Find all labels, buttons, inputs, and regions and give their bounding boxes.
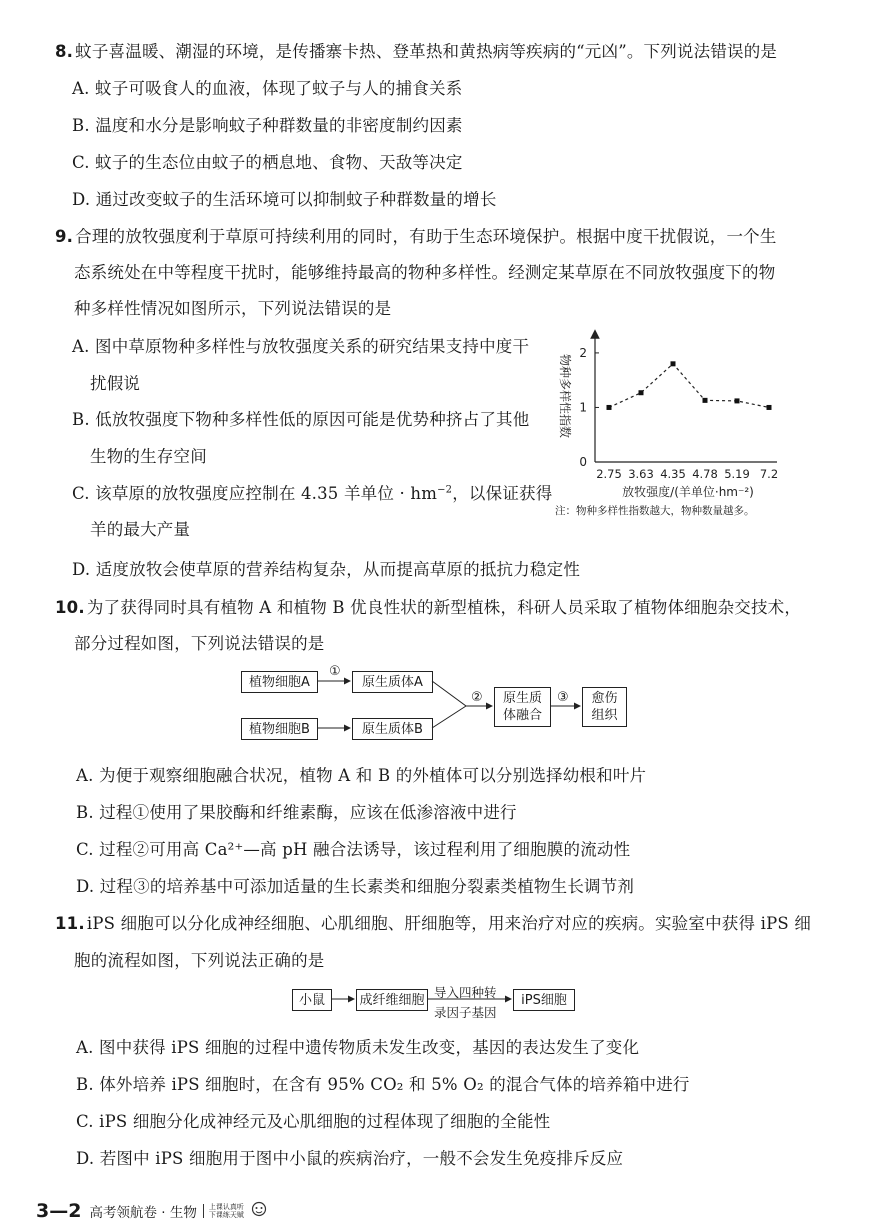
- q9-option-a-cont: 扰假说: [90, 374, 141, 393]
- paper-title: 高考领航卷 · 生物: [89, 1205, 197, 1221]
- series-line: [609, 364, 769, 408]
- x-tick-label-5: 7.2: [759, 467, 779, 481]
- page-footer: [36, 1199, 270, 1223]
- x-axis-label: 放牧强度/(羊单位·hm⁻²): [622, 485, 754, 499]
- y-tick-label-0: 0: [579, 455, 587, 469]
- mouse-box: 小鼠: [292, 989, 332, 1011]
- step-2-label: ②: [471, 690, 483, 705]
- q11-option-a: A. 图中获得 iPS 细胞的过程中遗传物质未发生改变，基因的表达发生了变化: [76, 1038, 640, 1057]
- x-tick-label-3: 4.78: [692, 467, 718, 481]
- q8-option-a: A. 蚊子可吸食人的血液，体现了蚊子与人的捕食关系: [72, 79, 463, 98]
- page-number: 3—2: [36, 1200, 82, 1222]
- q10-option-b: B. 过程①使用了果胶酶和纤维素酶，应该在低渗溶液中进行: [76, 803, 517, 822]
- plant-cell-a-box: 植物细胞A: [241, 671, 318, 693]
- transcription-factor-label-top: 导入四种转: [434, 985, 497, 1000]
- y-ticks: [579, 346, 599, 469]
- protoplast-fusion-box: 原生质 体融合: [494, 687, 551, 727]
- q9-option-a: A. 图中草原物种多样性与放牧强度关系的研究结果支持中度干: [72, 337, 530, 356]
- y-tick-label-2: 2: [579, 345, 587, 360]
- species-diversity-chart: [545, 328, 805, 528]
- protoplast-b-box: 原生质体B: [352, 718, 433, 740]
- q9-option-d: D. 适度放牧会使草原的营养结构复杂，从而提高草原的抵抗力稳定性: [72, 560, 581, 579]
- merge-lines: [432, 681, 466, 728]
- transcription-factor-label-bottom: 录因子基因: [434, 1005, 497, 1020]
- x-tick-label-0: 2.75: [596, 467, 622, 481]
- y-axis-label: 物种多样性指数: [558, 354, 572, 439]
- mascot-icon: [248, 1201, 270, 1221]
- data-point-1: [639, 390, 644, 395]
- data-point-0: [607, 405, 612, 410]
- x-tick-label-2: 4.35: [660, 467, 686, 481]
- data-point-5: [767, 405, 772, 410]
- q9-option-b-cont: 生物的生存空间: [90, 447, 207, 466]
- q10-option-c: C. 过程②可用高 Ca²⁺—高 pH 融合法诱导，该过程利用了细胞膜的流动性: [76, 840, 631, 859]
- q11-stem-line-1: 11. iPS 细胞可以分化成神经细胞、心肌细胞、肝细胞等，用来治疗对应的疾病。实验室中获得 iPS 细: [55, 914, 812, 933]
- x-tick-label-1: 3.63: [628, 467, 654, 481]
- step-1-label: ①: [329, 664, 341, 679]
- ips-cell-box: iPS细胞: [513, 989, 575, 1011]
- q8-option-c: C. 蚊子的生态位由蚊子的栖息地、食物、天敌等决定: [72, 153, 463, 172]
- fibroblast-box: 成纤维细胞: [356, 989, 428, 1011]
- q8-stem: 8. 蚊子喜温暖、潮湿的环境，是传播寨卡热、登革热和黄热病等疾病的“元凶”。下列说法错误的是: [55, 42, 778, 61]
- q9-option-b: B. 低放牧强度下物种多样性低的原因可能是优势种挤占了其他: [72, 410, 530, 429]
- q9-stem-line-3: 种多样性情况如图所示，下列说法错误的是: [74, 299, 392, 318]
- data-point-2: [671, 361, 676, 366]
- q8-option-d: D. 通过改变蚊子的生活环境可以抑制蚊子种群数量的增长: [72, 190, 497, 209]
- q9-stem-line-2: 态系统处在中等程度干扰时，能够维持最高的物种多样性。经测定某草原在不同放牧强度下的物: [74, 263, 776, 282]
- q10-option-d: D. 过程③的培养基中可添加适量的生长素类和细胞分裂素类植物生长调节剂: [76, 877, 635, 896]
- q10-option-a: A. 为便于观察细胞融合状况，植物 A 和 B 的外植体可以分别选择幼根和叶片: [76, 766, 647, 785]
- footer-slogan: 上课认真听 下课练天赋: [208, 1203, 244, 1219]
- q10-stem-line-1: 10. 为了获得同时具有植物 A 和植物 B 优良性状的新型植株，科研人员采取了植物体细胞杂交技术，: [55, 598, 802, 617]
- q9-option-c: C. 该草原的放牧强度应控制在 4.35 羊单位 · $hm^{-2}$，以保证获得: [72, 484, 553, 503]
- chart-note: 注：物种多样性指数越大，物种数量越多。: [555, 505, 755, 517]
- q11-option-d: D. 若图中 iPS 细胞用于图中小鼠的疾病治疗，一般不会发生免疫排斥反应: [76, 1149, 624, 1168]
- protoplast-a-box: 原生质体A: [352, 671, 433, 693]
- q9-option-c-cont: 羊的最大产量: [90, 520, 191, 539]
- step-3-label: ③: [557, 690, 569, 705]
- x-ticks: [596, 467, 778, 481]
- q10-stem-line-2: 部分过程如图，下列说法错误的是: [74, 634, 325, 653]
- x-tick-label-4: 5.19: [724, 467, 750, 481]
- q11-option-b: B. 体外培养 iPS 细胞时，在含有 95% CO₂ 和 5% O₂ 的混合气体的培养箱中进行: [76, 1075, 690, 1094]
- callus-box: 愈伤 组织: [582, 687, 627, 727]
- q8-option-b: B. 温度和水分是影响蚊子种群数量的非密度制约因素: [72, 116, 463, 135]
- y-tick-label-1: 1: [579, 400, 587, 415]
- data-point-4: [735, 398, 740, 403]
- superscript: −2: [437, 484, 453, 496]
- q11-option-c: C. iPS 细胞分化成神经元及心肌细胞的过程体现了细胞的全能性: [76, 1112, 551, 1131]
- footer-divider: [203, 1204, 204, 1218]
- q9-stem-line-1: 9. 合理的放牧强度利于草原可持续利用的同时，有助于生态环境保护。根据中度干扰假说，一个生: [55, 227, 777, 246]
- q11-stem-line-2: 胞的流程如图，下列说法正确的是: [74, 951, 325, 970]
- data-point-3: [703, 398, 708, 403]
- plant-cell-b-box: 植物细胞B: [241, 718, 318, 740]
